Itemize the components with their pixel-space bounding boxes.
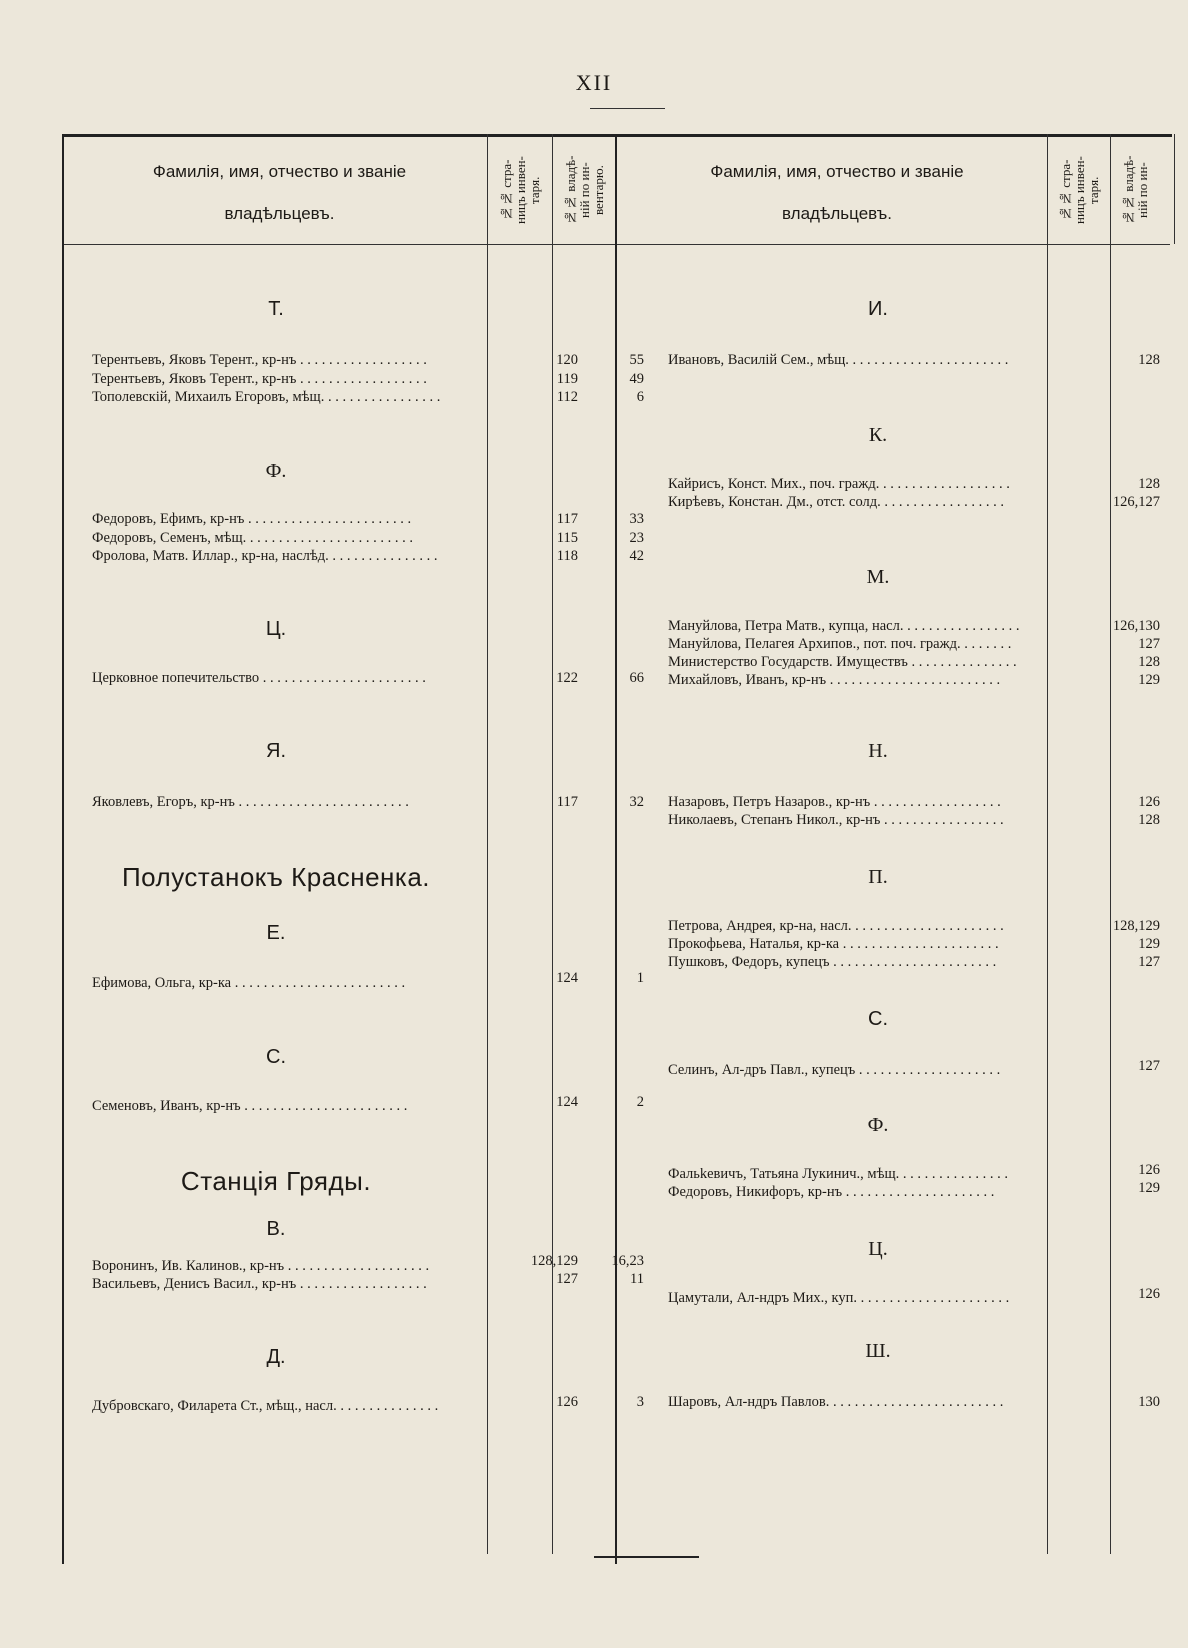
entry-number: 32 xyxy=(629,794,644,810)
entry-number: 6 xyxy=(636,389,644,405)
entry-page: 117 xyxy=(556,794,578,810)
entry-page: 128 xyxy=(1138,352,1160,368)
entry-number: 23 xyxy=(629,530,644,546)
entry-page: 127 xyxy=(1138,636,1160,652)
entry-page: 126,127 xyxy=(1112,494,1160,510)
section-letter: П. xyxy=(868,866,888,888)
entry-name: Ефимова, Ольга, кр-ка . . . . . . . . . . . . . . . . . . . . . . . . xyxy=(92,975,406,991)
entry-page: 130 xyxy=(1138,1394,1160,1410)
header-pages-column: №№ стра- ницъ инвен- таря. xyxy=(499,156,542,224)
entry-page: 126 xyxy=(1138,794,1160,810)
entry-name: Шаровъ, Ал-ндръ Павлов. . . . . . . . . . . . . . . . . . . . . . . . . xyxy=(668,1394,1004,1410)
section-letter: Ц. xyxy=(265,618,287,640)
station-heading: Станція Гряды. xyxy=(180,1166,372,1196)
entry-name: Дубровскаго, Филарета Ст., мѣщ., насл. . . . . . . . . . . . . . . xyxy=(92,1398,439,1414)
entry-page: 128 xyxy=(1138,654,1160,670)
section-letter: К. xyxy=(868,424,888,446)
entry-page: 129 xyxy=(1138,672,1160,688)
entry-name: Кайрисъ, Конст. Мих., поч. гражд. . . . . . . . . . . . . . . . . . . xyxy=(668,476,1010,492)
header-owners-column: №№ владѣ- ній по ин- xyxy=(1121,155,1150,225)
section-letter: С. xyxy=(868,1008,888,1030)
entry-name: Николаевъ, Степанъ Никол., кр-нъ . . . . . . . . . . . . . . . . . xyxy=(668,812,1004,828)
entry-number: 3 xyxy=(636,1394,644,1410)
entry-page: 119 xyxy=(556,371,578,387)
section-letter: Ш. xyxy=(865,1340,891,1362)
top-rule xyxy=(590,108,665,109)
entry-page: 127 xyxy=(1138,954,1160,970)
entry-name: Кирѣевъ, Констан. Дм., отст. солд. . . . . . . . . . . . . . . . . . xyxy=(668,494,1005,510)
entry-page: 127 xyxy=(556,1271,578,1287)
section-letter: Я. xyxy=(266,740,286,762)
entry-name: Терентьевъ, Яковъ Терент., кр-нъ . . . . . . . . . . . . . . . . . . xyxy=(92,371,427,387)
station-heading: Полустанокъ Красненка. xyxy=(121,862,431,892)
entry-page: 117 xyxy=(556,511,578,527)
entry-row xyxy=(668,352,1088,374)
entry-name: Мануйлова, Петра Матв., купца, насл. . . . . . . . . . . . . . . . . xyxy=(668,618,1020,634)
entry-page: 129 xyxy=(1138,1180,1160,1196)
entry-row xyxy=(668,672,1088,694)
entry-row xyxy=(92,1098,500,1120)
entry-page: 128 xyxy=(1138,476,1160,492)
entry-page: 124 xyxy=(556,1094,578,1110)
entry-name: Церковное попечительство . . . . . . . . . . . . . . . . . . . . . . . xyxy=(92,670,426,686)
header-name-line1: Фамилія, имя, отчество и званіе xyxy=(710,162,964,181)
entry-name: Цамутали, Ал-ндръ Мих., куп. . . . . . . . . . . . . . . . . . . . . . xyxy=(668,1290,1010,1306)
entry-page: 126 xyxy=(556,1394,578,1410)
column-rule xyxy=(487,134,488,1554)
entry-row xyxy=(668,1394,1088,1416)
section-letter: Н. xyxy=(868,740,888,762)
entry-name: Федоровъ, Никифоръ, кр-нъ . . . . . . . . . . . . . . . . . . . . . xyxy=(668,1184,995,1200)
entry-name: Назаровъ, Петръ Назаров., кр-нъ . . . . . . . . . . . . . . . . . . xyxy=(668,794,1001,810)
entry-name: Министерство Государств. Имуществъ . . . . . . . . . . . . . . . xyxy=(668,654,1017,670)
entry-name: Михайловъ, Иванъ, кр-нъ . . . . . . . . . . . . . . . . . . . . . . . . xyxy=(668,672,1001,688)
entry-number: 42 xyxy=(629,548,644,564)
header-name-column xyxy=(82,162,477,224)
section-letter: Ф. xyxy=(265,460,287,482)
entry-name: Пушковъ, Федоръ, купецъ . . . . . . . . . . . . . . . . . . . . . . . xyxy=(668,954,997,970)
entry-page: 126,130 xyxy=(1112,618,1160,634)
entry-page: 126 xyxy=(1138,1162,1160,1178)
entry-row xyxy=(668,954,1088,976)
entry-row xyxy=(668,494,1088,516)
entry-page: 127 xyxy=(1138,1058,1160,1074)
entry-name: Воронинъ, Ив. Калинов., кр-нъ . . . . . . . . . . . . . . . . . . . . xyxy=(92,1258,430,1274)
section-letter: Ц. xyxy=(868,1238,888,1260)
column-rule xyxy=(1174,134,1175,244)
entry-page: 120 xyxy=(556,352,578,368)
column-rule xyxy=(615,134,617,1564)
section-letter: Е. xyxy=(266,922,286,944)
entry-row xyxy=(92,670,500,692)
entry-page: 124 xyxy=(556,970,578,986)
entry-name: Фальkевичъ, Татьяна Лукинич., мѣщ. . . . . . . . . . . . . . . . xyxy=(668,1166,1008,1182)
section-letter: Ф. xyxy=(867,1114,889,1136)
header-name-line1: Фамилія, имя, отчество и званіе xyxy=(152,162,407,181)
entry-row xyxy=(92,548,500,570)
section-letter: Т. xyxy=(268,298,284,320)
entry-name: Ивановъ, Василій Сем., мѣщ. . . . . . . . . . . . . . . . . . . . . . . xyxy=(668,352,1009,368)
entry-row xyxy=(92,794,500,816)
entry-number: 55 xyxy=(629,352,644,368)
header-pages-column: №№ стра- ницъ инвен- таря. xyxy=(1058,156,1101,224)
entry-row xyxy=(92,1276,500,1298)
entry-number: 11 xyxy=(630,1271,644,1287)
entry-name: Петрова, Андрея, кр-на, насл. . . . . . . . . . . . . . . . . . . . . . xyxy=(668,918,1004,934)
entry-name: Яковлевъ, Егоръ, кр-нъ . . . . . . . . . . . . . . . . . . . . . . . . xyxy=(92,794,409,810)
entry-number: 1 xyxy=(636,970,644,986)
entry-page: 122 xyxy=(556,670,578,686)
section-letter: М. xyxy=(866,566,890,588)
entry-row xyxy=(92,389,500,411)
section-letter: И. xyxy=(868,298,888,320)
entry-name: Семеновъ, Иванъ, кр-нъ . . . . . . . . . . . . . . . . . . . . . . . xyxy=(92,1098,408,1114)
entry-row xyxy=(92,975,500,997)
entry-page: 112 xyxy=(556,389,578,405)
entry-number: 49 xyxy=(629,371,644,387)
entry-page: 128 xyxy=(1138,812,1160,828)
header-name-column xyxy=(632,162,1042,224)
entry-row xyxy=(668,812,1088,834)
section-letter: В. xyxy=(266,1218,286,1240)
entry-name: Мануйлова, Пелагея Архипов., пот. поч. гражд. . . . . . . . xyxy=(668,636,1012,652)
page-number: XII xyxy=(575,70,613,95)
header-name-line2: владѣльцевъ. xyxy=(782,204,892,223)
entry-row xyxy=(668,1290,1088,1312)
column-rule xyxy=(552,134,553,1554)
entry-page: 128,129 xyxy=(1112,918,1160,934)
entry-number: 33 xyxy=(629,511,644,527)
entry-page: 115 xyxy=(556,530,578,546)
entry-name: Васильевъ, Денисъ Васил., кр-нъ . . . . . . . . . . . . . . . . . . xyxy=(92,1276,427,1292)
header-owners-column: №№ владѣ- ній по ин- вентарю. xyxy=(563,155,606,225)
section-letter: С. xyxy=(266,1046,286,1068)
entry-name: Фролова, Матв. Иллар., кр-на, наслѣд. . . . . . . . . . . . . . . . xyxy=(92,548,438,564)
section-letter: Д. xyxy=(266,1346,286,1368)
table-top-border xyxy=(62,134,1172,137)
entry-name: Тополевскій, Михаилъ Егоровъ, мѣщ. . . . . . . . . . . . . . . . . xyxy=(92,389,441,405)
bottom-rule xyxy=(594,1556,699,1558)
entry-row xyxy=(668,1062,1088,1084)
header-name-line2: владѣльцевъ. xyxy=(224,204,335,223)
entry-name: Терентьевъ, Яковъ Терент., кр-нъ . . . . . . . . . . . . . . . . . . xyxy=(92,352,427,368)
entry-page: 126 xyxy=(1138,1286,1160,1302)
entry-page: 118 xyxy=(556,548,578,564)
entry-number: 16,23 xyxy=(611,1253,644,1269)
entry-name: Федоровъ, Семенъ, мѣщ. . . . . . . . . . . . . . . . . . . . . . . . xyxy=(92,530,414,546)
entry-number: 2 xyxy=(636,1094,644,1110)
entry-name: Федоровъ, Ефимъ, кр-нъ . . . . . . . . . . . . . . . . . . . . . . . xyxy=(92,511,412,527)
entry-name: Прокофьева, Наталья, кр-ка . . . . . . . . . . . . . . . . . . . . . . xyxy=(668,936,999,952)
entry-number: 66 xyxy=(629,670,644,686)
entry-name: Селинъ, Ал-дръ Павл., купецъ . . . . . . . . . . . . . . . . . . . . xyxy=(668,1062,1001,1078)
entry-page: 128,129 xyxy=(530,1253,578,1269)
entry-row xyxy=(92,1398,500,1420)
entry-row xyxy=(668,1184,1088,1206)
entry-page: 129 xyxy=(1138,936,1160,952)
